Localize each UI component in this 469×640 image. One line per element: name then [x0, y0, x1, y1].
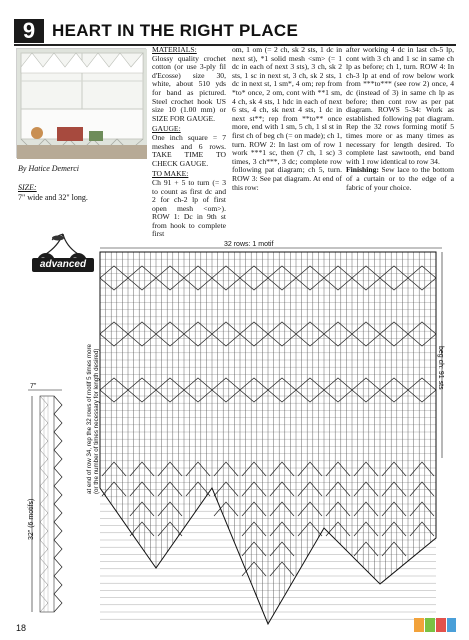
materials-heading: MATERIALS: [152, 45, 197, 54]
repeat-note-line-1: at end of row 34, rep the 32 rows of motif 5 times more [86, 344, 93, 494]
chart-grid [100, 252, 436, 624]
instructions-rows: after working 4 dc in last ch-5 lp, cont with 3 ch and 1 sc in same ch lp as before; ch 1, turn. ROW 4: In ch-3 lp at end of row below work from ***to*** (see row 2) once, 4 dc (instead of 3) in same ch lp as before; then cont row as per pat diagram. ROWS 5-34: Work as established following pat diagram. Rep the 32 rows forming motif 5 times more or as many times as necessary for length desired. To complete last sawtooth, end band with 1 row identical to row 34. [346, 45, 454, 166]
gauge-heading: GAUGE: [152, 124, 181, 134]
instructions-column-1 [152, 45, 226, 239]
instructions-column-3 [346, 46, 454, 232]
finishing-text: Sew lace to the bottom of a curtain or to the edge of a fabric of your choice. [346, 165, 455, 192]
pattern-header [14, 18, 456, 44]
crochet-chart [86, 238, 461, 630]
curtain-photo-illustration [17, 49, 147, 159]
repeat-note [86, 344, 101, 494]
band-overview-diagram [22, 380, 68, 614]
curtain-photo [16, 48, 146, 158]
page-number: 18 [16, 623, 27, 633]
designer-credit: By Hatice Demerci [18, 164, 80, 173]
crochet-chart-svg [86, 238, 461, 630]
to-make-text: Ch 91 + 5 to turn (= 3 to count as first dc and 2 for ch-2 lp of first open mesh <om>). ROW 1: Dc in 9th st from hook to complete first [152, 177, 226, 239]
pattern-number: 9 [14, 19, 44, 43]
size-label: SIZE: [18, 183, 37, 192]
to-make-heading: TO MAKE: [152, 169, 189, 179]
size-value: 7" wide and 32" long. [18, 193, 88, 202]
band-overview-svg [22, 380, 68, 614]
pattern-title: HEART IN THE RIGHT PLACE [52, 21, 299, 40]
finishing-label: Finishing: [346, 165, 379, 175]
materials-text: Glossy quality crochet cotton (or use 3-ply fil d'Ecosse) size 30, white, about 510 yds for band as pictured. Steel crochet hook US size 10 (1.00 mm) or SIZE FOR GAUGE. [152, 53, 226, 123]
repeat-note-line-2: (or the number of times necessary for length desired) [93, 348, 101, 494]
motif-rows-label: 32 rows: 1 motif [224, 241, 274, 248]
gauge-text: One inch square = 7 meshes and 6 rows. TAKE TIME TO CHECK GAUGE. [152, 132, 226, 168]
band-width-label: 7" [30, 383, 37, 390]
band-length-label: 32" (6 motifs) [28, 498, 35, 540]
beg-chain-label: beg ch: 91 sts [437, 346, 444, 390]
instructions-column-2 [232, 46, 342, 232]
size-section [18, 183, 148, 203]
difficulty-label: advanced [32, 258, 94, 272]
publisher-logo-icon [414, 616, 456, 634]
finishing-paragraph [346, 166, 454, 192]
instructions-continued: om, 1 om (= 2 ch, sk 2 sts, 1 dc in next st), *1 solid mesh <sm> (= 1 dc in each of next 3 sts), 3 ch, sk 2 sts, 1 sc in next st, 3 ch, sk 2 sts, 1 dc in next st, 1 sm*, 4 om; rep from *to* once, 2 om, cont with **1 sm, 4 ch, sk 4 sts, 1 hdc in each of next 6 sts, 4 ch, sk next 4 sts, 1 dc in next st**; rep from **to** once more, end with 1 sm, 5 ch, 1 sl st in first ch of beg ch (= on made); ch 1, turn. ROW 2: In last om of row 1 work ***1 sc, then (7 ch, 1 sc) 3 times, 3 ch***, 3 dc; complete row following pat diagram; ch 5, turn. ROW 3: See pat diagram. At end of this row: [232, 45, 342, 192]
